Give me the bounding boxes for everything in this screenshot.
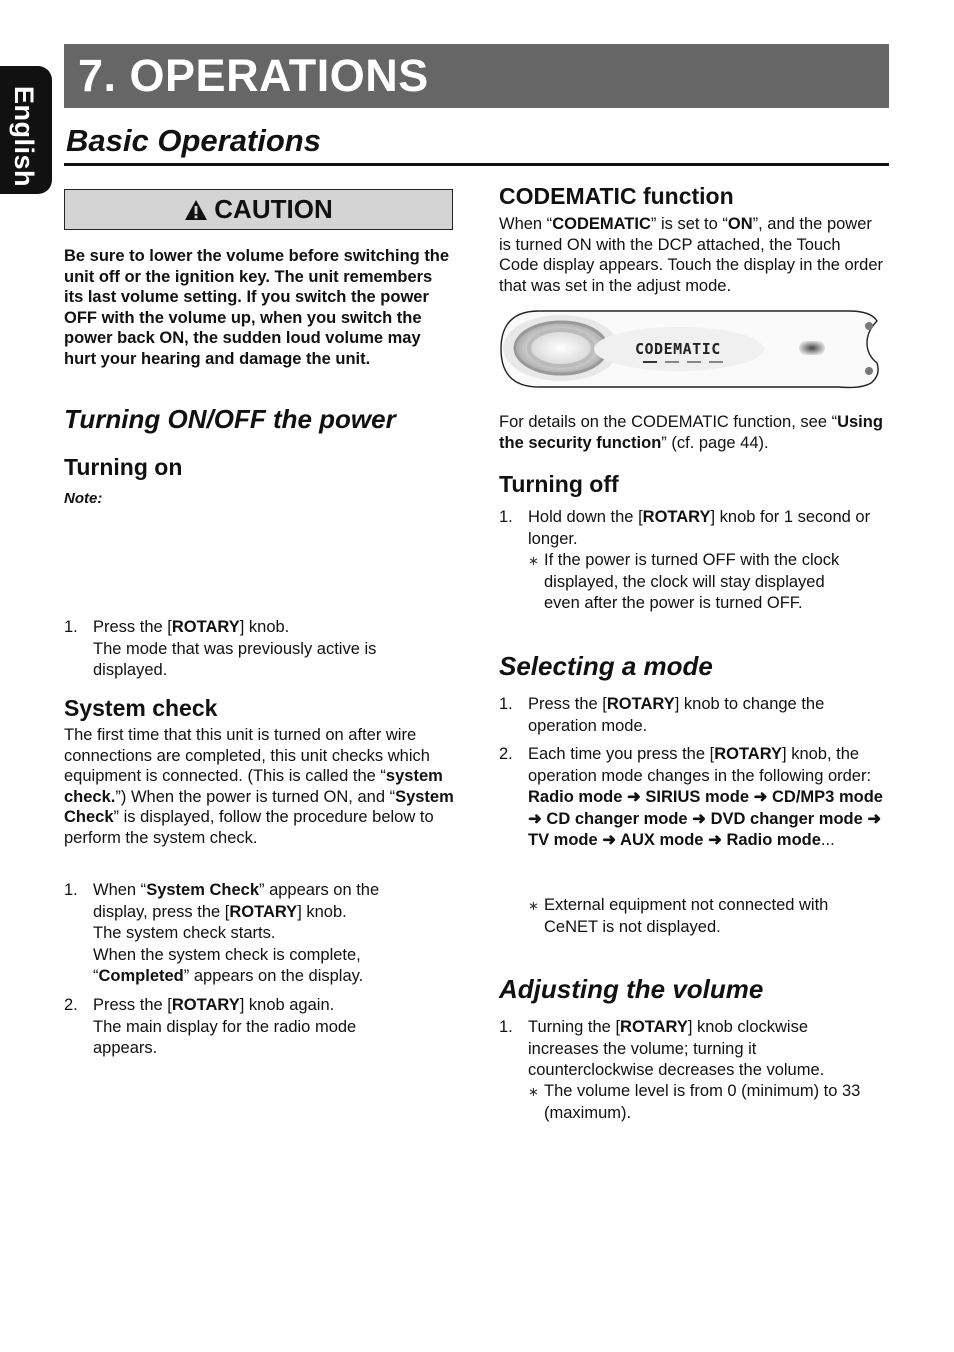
codematic-display-illustration [499,307,891,391]
volume-heading: Adjusting the volume [499,974,764,1004]
system-check-heading: System check [64,695,218,721]
note-label: Note: [64,490,103,507]
mode-order: Radio mode ➜ SIRIUS mode ➜ CD/MP3 mode ➜ CD changer mode ➜ DVD changer mode ➜ TV mode ➜ AUX mode ➜ Radio mode [528,788,883,849]
selecting-mode-heading: Selecting a mode [499,651,713,681]
heading-rule [64,163,889,166]
codematic-text: When “CODEMATIC” is set to “ON”, and the power is turned ON with the DCP attached, the Touch Code display appears. Touch the display in the order that was set in the adjust mode. [499,215,884,295]
turning-off-heading: Turning off [499,471,619,497]
codematic-heading: CODEMATIC function [499,183,734,209]
power-heading: Turning ON/OFF the power [64,404,396,434]
caution-text: Be sure to lower the volume before switching the unit off or the ignition key. The unit remembers its last volume setting. If you switch the power OFF with the volume up, when you switch the power back ON, the sudden loud volume may hurt your hearing and damage the unit. [64,247,450,368]
caution-label: CAUTION [214,194,333,224]
system-check-text: The first time that this unit is turned on after wire connections are completed, this unit checks which equipment is connected. (This is called the “system check.”) When the power is turned ON, and “System Check” is displayed, follow the procedure below to perform the system check. [64,726,454,847]
codematic-reference: For details on the CODEMATIC function, see “Using the security function” (cf. page 44). [499,413,883,452]
warning-icon [184,199,208,221]
turning-on-heading: Turning on [64,454,183,480]
language-tab-label: English [9,86,39,188]
chapter-title: 7. OPERATIONS [78,50,429,101]
main-heading: Basic Operations [66,123,321,158]
caution-box [64,189,453,230]
language-tab [0,66,52,194]
codematic-display-text: CODEMATIC [635,340,721,358]
chapter-title-bar [64,44,889,108]
